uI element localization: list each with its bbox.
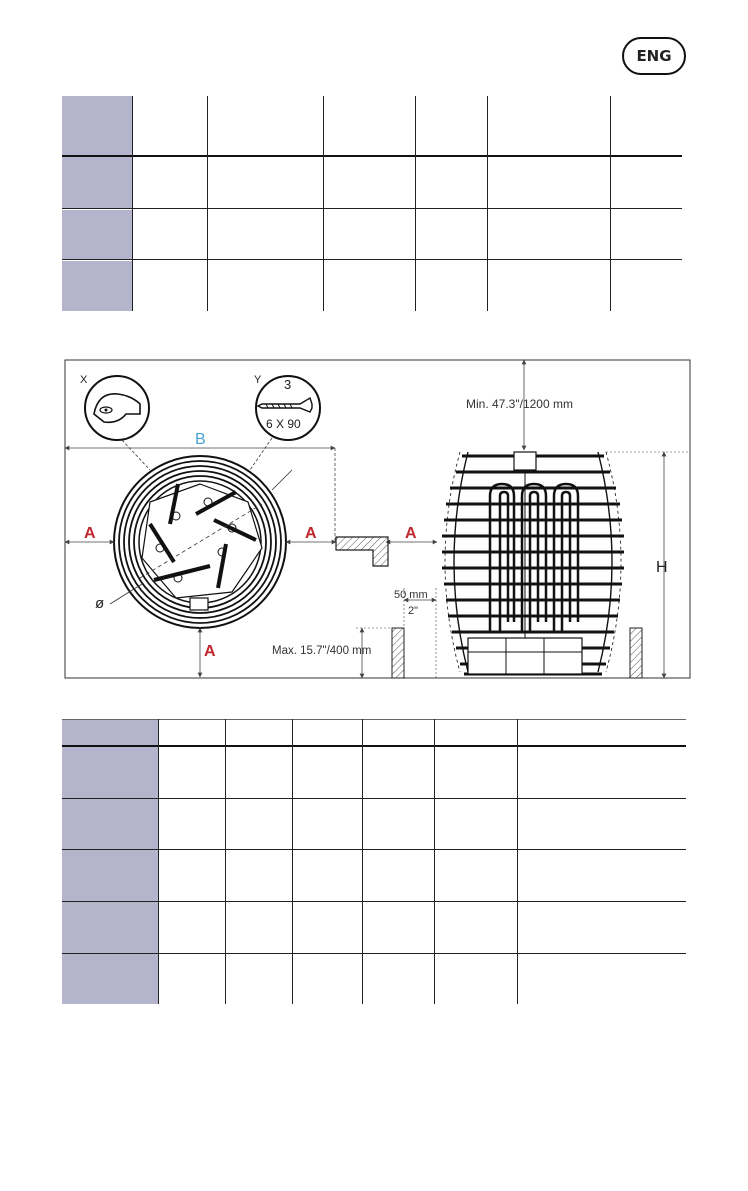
table-rule [62, 849, 686, 850]
max-height-label: Max. 15.7"/400 mm [272, 645, 372, 657]
table-header-cell [62, 719, 158, 745]
language-badge: ENG [622, 37, 686, 75]
table-rule [62, 798, 686, 799]
screw-count: 3 [284, 377, 292, 392]
table-divider [362, 719, 363, 1004]
gap-in-label: 2" [408, 605, 419, 617]
table-divider [517, 719, 518, 1004]
dimension-b: B [195, 431, 206, 448]
table-header-cell [62, 850, 158, 901]
dimension-h: H [656, 559, 668, 576]
table-divider [225, 719, 226, 1004]
dimension-a-right: A [405, 525, 417, 542]
dimension-a-middle: A [305, 525, 317, 542]
detail-x-label: X [80, 374, 88, 386]
table-header-cell [62, 799, 158, 849]
diameter-symbol: ø [95, 595, 105, 612]
dimension-a-bottom: A [204, 643, 216, 660]
table-header-cell [62, 954, 158, 1004]
table-divider [434, 719, 435, 1004]
table-rule [62, 719, 686, 720]
dimension-a-left: A [84, 525, 96, 542]
table-rule [62, 953, 686, 954]
min-ceiling-label: Min. 47.3"/1200 mm [466, 397, 573, 411]
table-divider [158, 719, 159, 1004]
screw-size: 6 X 90 [266, 417, 301, 431]
detail-y-label: Y [254, 374, 262, 386]
gap-mm-label: 50 mm [394, 589, 428, 601]
table-header-cell [62, 902, 158, 953]
table-rule [62, 745, 686, 747]
table-divider [292, 719, 293, 1004]
table-rule [62, 901, 686, 902]
table-header-cell [62, 747, 158, 798]
